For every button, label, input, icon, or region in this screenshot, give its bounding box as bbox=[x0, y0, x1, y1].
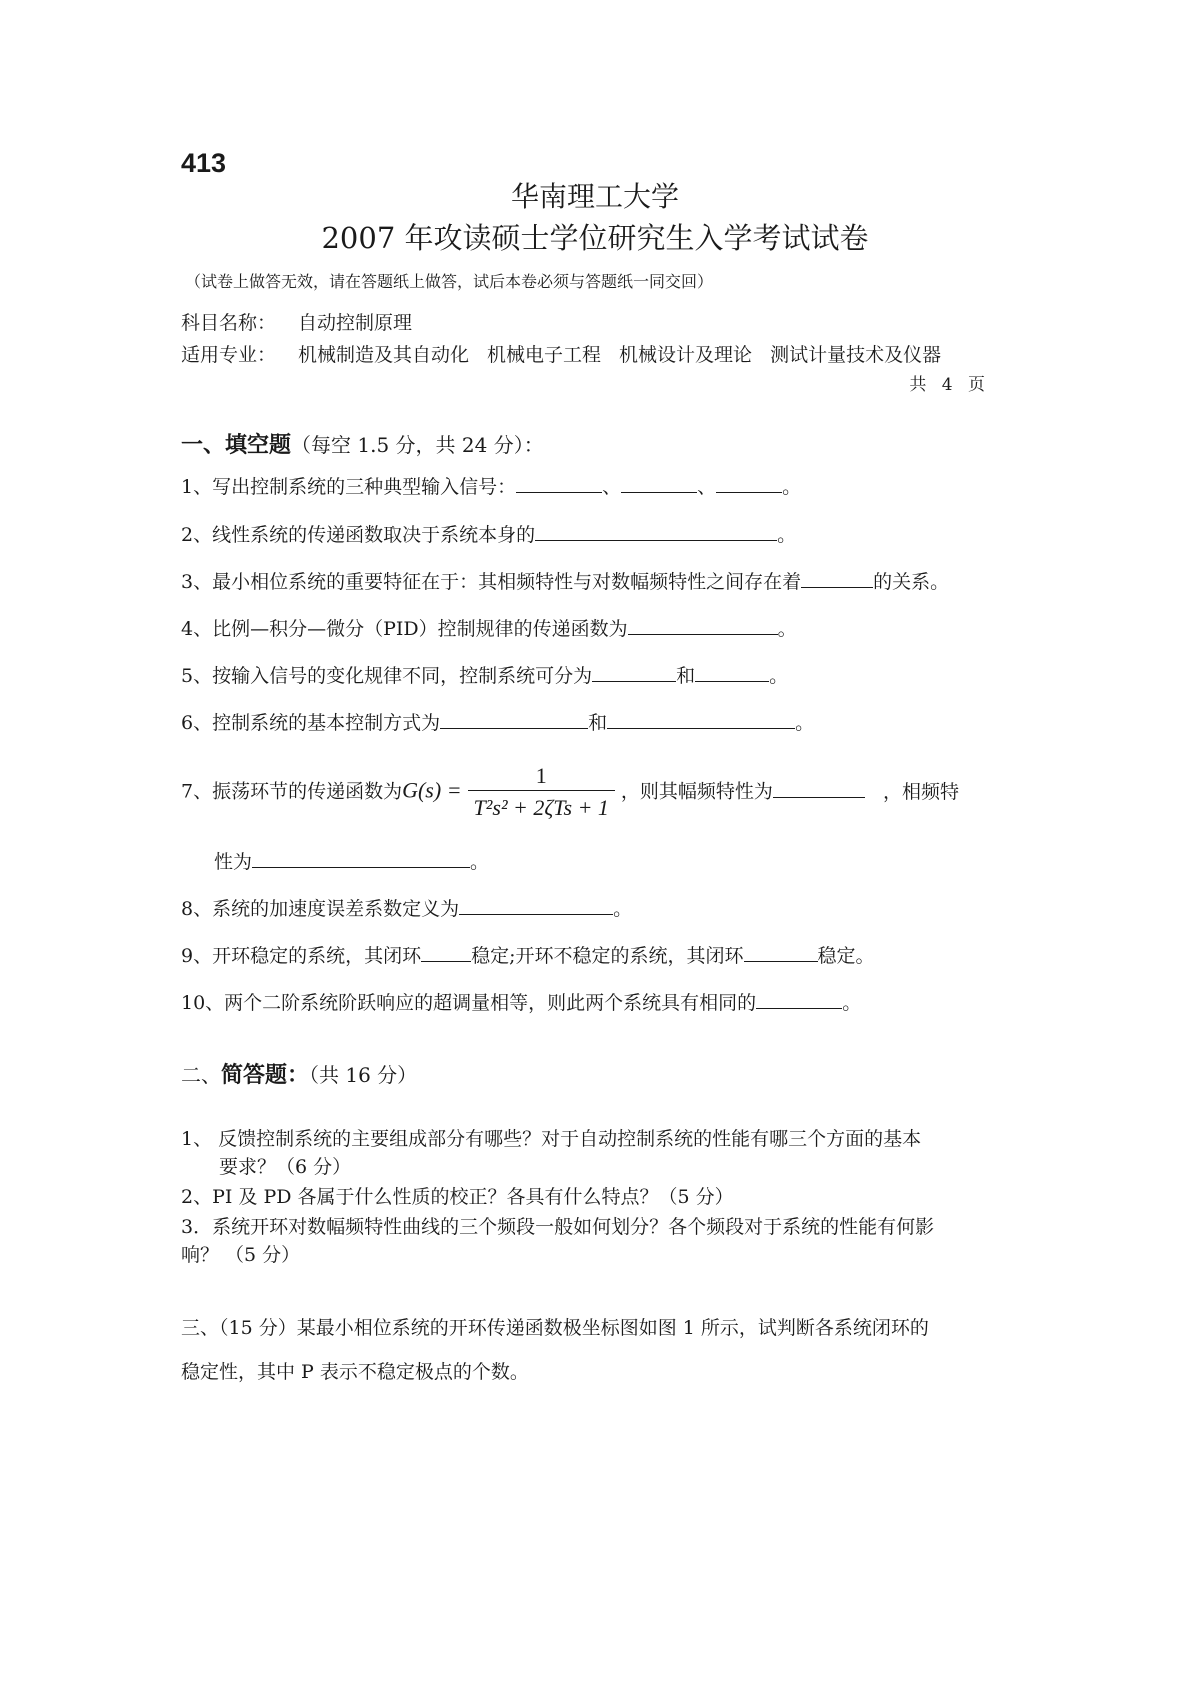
answer-blank[interactable] bbox=[756, 988, 842, 1009]
section2-score: （共 16 分） bbox=[309, 1063, 418, 1087]
subject-row bbox=[181, 309, 412, 337]
formula-numerator: 1 bbox=[535, 763, 547, 788]
answer-blank[interactable] bbox=[628, 614, 778, 635]
fill-question-7: 7、振荡环节的传递函数为G(s) = $\frac{1}{\text{T²s² + 2ζTs + 1}}$ ，则其幅频特性为 ，相频特 bbox=[181, 762, 959, 823]
exam-notice: （试卷上做答无效，请在答题纸上做答，试后本卷必须与答题纸一同交回） bbox=[185, 272, 714, 291]
major-item: 机械制造及其自动化 bbox=[298, 344, 470, 366]
major-item: 测试计量技术及仪器 bbox=[770, 344, 942, 366]
school-name: 华南理工大学 bbox=[510, 180, 679, 213]
answer-blank[interactable] bbox=[744, 941, 818, 962]
answer-blank[interactable] bbox=[421, 941, 471, 962]
page-count: 共 4 页 bbox=[909, 375, 985, 395]
answer-blank[interactable] bbox=[607, 708, 795, 729]
answer-blank[interactable] bbox=[252, 847, 470, 868]
subject-label: 科目名称： bbox=[181, 312, 277, 334]
short-question-2: 2、PI 及 PD 各属于什么性质的校正？各具有什么特点？（5 分） bbox=[181, 1186, 734, 1208]
transfer-function-fraction bbox=[468, 762, 615, 823]
fill-question-5: 5、按输入信号的变化规律不同，控制系统可分为 和 。 bbox=[181, 661, 788, 690]
fill-question-1: 1、写出控制系统的三种典型输入信号： 、 、 。 bbox=[181, 472, 801, 501]
formula-lhs: G(s) = bbox=[402, 777, 462, 803]
major-item: 机械设计及理论 bbox=[619, 344, 753, 366]
fill-question-10: 10、两个二阶系统阶跃响应的超调量相等，则此两个系统具有相同的 。 bbox=[181, 988, 861, 1017]
answer-blank[interactable] bbox=[695, 661, 769, 682]
major-label: 适用专业： bbox=[181, 344, 277, 366]
exam-code: 413 bbox=[181, 148, 227, 178]
fill-question-7-cont: 性为 。 bbox=[214, 847, 489, 876]
subject-value: 自动控制原理 bbox=[298, 312, 413, 334]
answer-blank[interactable] bbox=[592, 661, 676, 682]
major-row bbox=[181, 341, 941, 369]
fill-question-6: 6、控制系统的基本控制方式为 和 。 bbox=[181, 708, 814, 737]
exam-title: 2007 年攻读硕士学位研究生入学考试试卷 bbox=[321, 221, 869, 255]
answer-blank[interactable] bbox=[716, 472, 782, 493]
answer-blank[interactable] bbox=[621, 472, 697, 493]
answer-blank[interactable] bbox=[535, 520, 777, 541]
fill-question-4: 4、比例—积分—微分（PID）控制规律的传递函数为 。 bbox=[181, 614, 797, 643]
answer-blank[interactable] bbox=[440, 708, 588, 729]
answer-blank[interactable] bbox=[459, 894, 613, 915]
fill-question-9: 9、开环稳定的系统，其闭环 稳定;开环不稳定的系统，其闭环 稳定。 bbox=[181, 941, 875, 970]
section3-question: 三、（15 分）某最小相位系统的开环传递函数极坐标图如图 1 所示，试判断各系统闭环的 稳定性，其中 P 表示不稳定极点的个数。 bbox=[181, 1317, 929, 1383]
section1-heading: 一、填空题（每空 1.5 分，共 24 分）： bbox=[181, 433, 544, 458]
formula-denominator: T²s² + 2ζTs + 1 bbox=[468, 790, 615, 823]
answer-blank[interactable] bbox=[801, 567, 873, 588]
short-question-1: 1、 反馈控制系统的主要组成部分有哪些？对于自动控制系统的性能有哪三个方面的基本 要求？（6 分） bbox=[181, 1128, 922, 1178]
answer-blank[interactable] bbox=[516, 472, 602, 493]
section1-score: （每空 1.5 分，共 24 分）： bbox=[291, 433, 544, 457]
fill-question-2: 2、线性系统的传递函数取决于系统本身的 。 bbox=[181, 520, 796, 549]
major-item: 机械电子工程 bbox=[487, 344, 602, 366]
fill-question-3: 3、最小相位系统的重要特征在于：其相频特性与对数幅频特性之间存在着 的关系。 bbox=[181, 567, 949, 596]
section2-heading: 二、简答题：（共 16 分） bbox=[181, 1063, 418, 1088]
fill-question-8: 8、系统的加速度误差系数定义为 。 bbox=[181, 894, 632, 923]
answer-blank[interactable] bbox=[773, 777, 865, 798]
short-question-3: 3．系统开环对数幅频特性曲线的三个频段一般如何划分？各个频段对于系统的性能有何影 响？ （5 分） bbox=[181, 1216, 935, 1266]
